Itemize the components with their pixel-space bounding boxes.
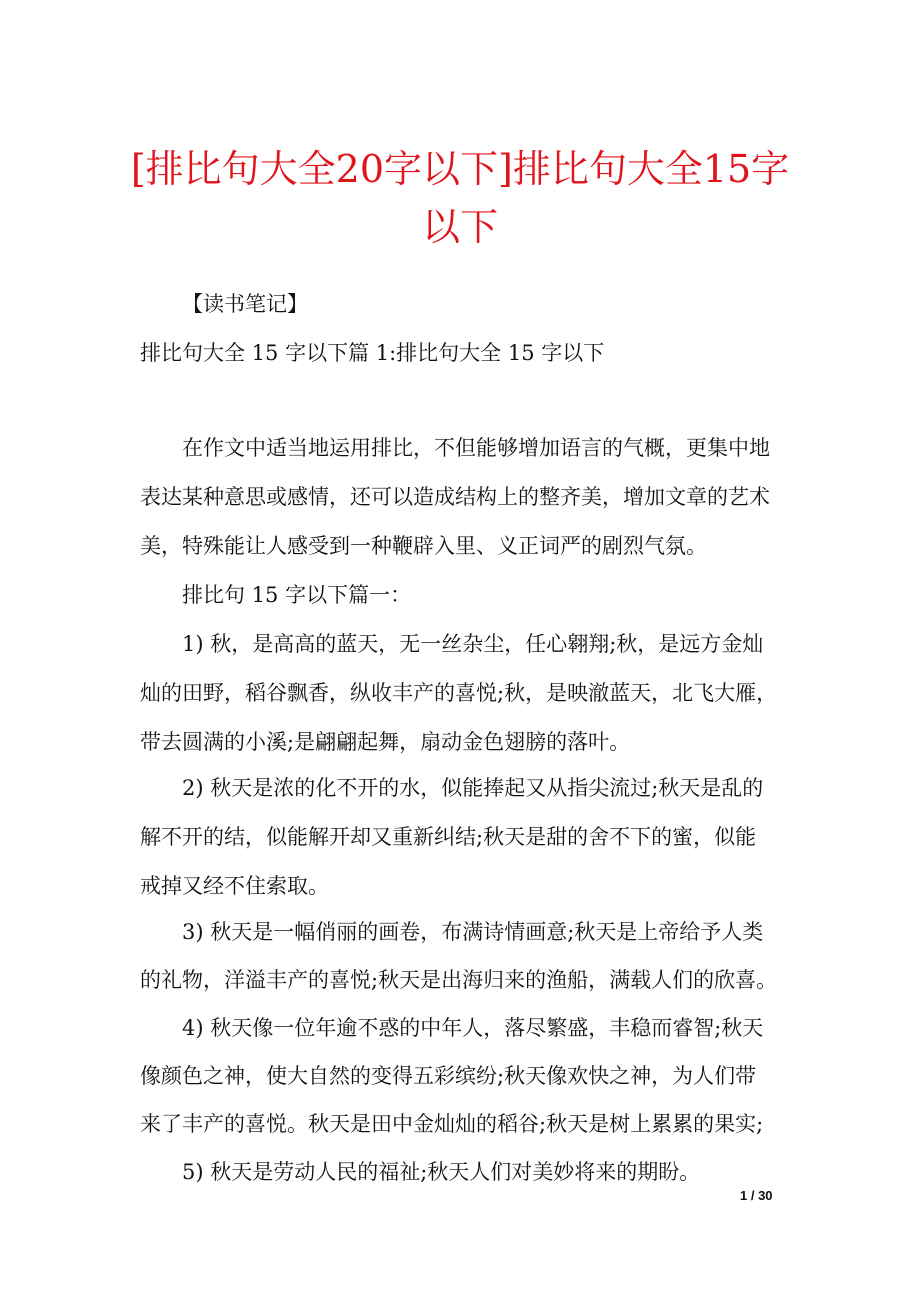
subheading: 排比句大全 15 字以下篇 1:排比句大全 15 字以下 — [140, 341, 605, 365]
paragraph-line: 带去圆满的小溪;是翩翩起舞，扇动金色翅膀的落叶。 — [140, 730, 631, 754]
paragraph-line: 5) 秋天是劳动人民的福祉;秋天人们对美妙将来的期盼。 — [182, 1160, 701, 1184]
paragraph-line: 在作文中适当地运用排比，不但能够增加语言的气概，更集中地 — [182, 436, 770, 460]
paragraph-line: 1) 秋，是高高的蓝天，无一丝杂尘，任心翱翔;秋，是远方金灿 — [182, 632, 764, 656]
paragraph-line: 来了丰产的喜悦。秋天是田中金灿灿的稻谷;秋天是树上累累的果实; — [140, 1112, 764, 1136]
paragraph-line: 2) 秋天是浓的化不开的水，似能捧起又从指尖流过;秋天是乱的 — [182, 776, 764, 800]
paragraph-line: 戒掉又经不住索取。 — [140, 874, 329, 898]
page-number: 1 / 30 — [740, 1188, 773, 1203]
paragraph-line: 的礼物，洋溢丰产的喜悦;秋天是出海归来的渔船，满载人们的欣喜。 — [140, 968, 778, 992]
paragraph-line: 解不开的结，似能解开却又重新纠结;秋天是甜的舍不下的蜜，似能 — [140, 825, 757, 849]
section-tag: 【读书笔记】 — [182, 292, 308, 316]
paragraph-line: 4) 秋天像一位年逾不惑的中年人，落尽繁盛，丰稳而睿智;秋天 — [182, 1016, 764, 1040]
document-title: [排比句大全20字以下]排比句大全15字以下 — [130, 147, 790, 249]
paragraph-line: 美，特殊能让人感受到一种鞭辟入里、义正词严的剧烈气氛。 — [140, 534, 707, 558]
paragraph-line: 3) 秋天是一幅俏丽的画卷，布满诗情画意;秋天是上帝给予人类 — [182, 920, 764, 944]
paragraph-line: 灿的田野，稻谷飘香，纵收丰产的喜悦;秋，是映澈蓝天，北飞大雁， — [140, 681, 778, 705]
list-heading: 排比句 15 字以下篇一： — [182, 583, 412, 607]
paragraph-line: 表达某种意思或感情，还可以造成结构上的整齐美，增加文章的艺术 — [140, 485, 770, 509]
paragraph-line: 像颜色之神，使大自然的变得五彩缤纷;秋天像欢快之神，为人们带 — [140, 1064, 757, 1088]
